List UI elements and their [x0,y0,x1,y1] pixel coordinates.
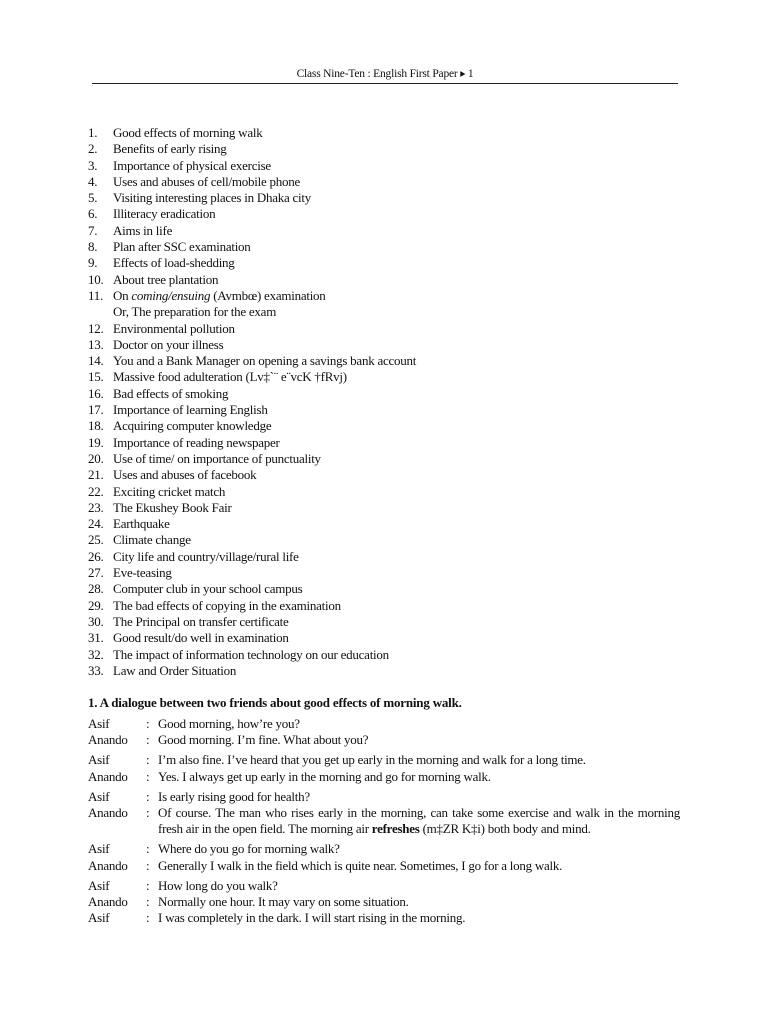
topic-text: Benefits of early rising [113,141,227,157]
topic-text: About tree plantation [113,271,219,287]
topic-number: 24. [88,516,104,532]
speaker-colon: : [146,716,150,731]
topic-number: 31. [88,630,104,646]
topic-number: 11. [88,287,104,303]
dialogue-line [88,805,680,837]
topic-item [88,467,688,483]
speaker-colon: : [146,894,150,910]
topic-text-pre: On [113,287,132,303]
dialogue-line [88,752,680,768]
speaker-colon: : [146,732,150,748]
topic-item [88,402,688,418]
dialogue-line [88,789,680,805]
speech-text: Yes. I always get up early in the morning and go for morning walk. [158,768,491,784]
topic-item [88,125,688,141]
topic-text: The impact of information technology on our education [113,646,389,662]
topic-item [88,158,688,174]
topic-text: The Ekushey Book Fair [113,499,232,515]
speech-text: I was completely in the dark. I will start rising in the morning. [158,910,466,926]
topic-item [88,369,688,385]
dialogue-line [88,858,680,874]
topic-number: 10. [88,271,104,287]
speaker-name: Asif [88,841,110,857]
topic-text: The bad effects of copying in the examination [113,597,341,613]
speaker-colon: : [146,752,150,768]
topic-item [88,565,688,581]
speech-text: I’m also fine. I’ve heard that you get up early in the morning and walk for a long time. [158,752,586,768]
topic-item [88,141,688,157]
topic-text: Importance of physical exercise [113,157,271,173]
topic-item [88,206,688,222]
speaker-colon: : [146,857,150,873]
topic-item [88,500,688,516]
speaker-colon: : [146,910,150,926]
dialogue-line [88,878,680,894]
speech-text: Normally one hour. It may vary on some situation. [158,894,409,910]
topic-number: 30. [88,613,104,629]
topic-item [88,288,688,304]
page-header: Class Nine-Ten : English First Paper ▸ 1 [296,68,474,80]
topic-text: Or, The preparation for the exam [113,304,277,320]
topic-text [113,288,326,304]
speech-text: Where do you go for morning walk? [158,841,340,857]
speaker-colon: : [146,841,150,857]
topic-text: Visiting interesting places in Dhaka city [113,190,312,206]
speech-text: How long do you walk? [158,877,278,893]
topic-text-post: (Avmbœ) examination [210,287,326,303]
topic-item [88,272,688,288]
topic-item [88,484,688,500]
topic-text: Plan after SSC examination [113,239,251,255]
topic-item [88,239,688,255]
topic-number: 26. [88,548,104,564]
topic-number: 28. [88,581,104,597]
speech-keyword: refreshes [371,821,420,837]
speech-text: Is early rising good for health? [158,788,310,804]
topic-item [88,337,688,353]
topic-number: 8. [88,239,98,255]
speaker-name: Asif [88,788,110,804]
topic-text: Use of time/ on importance of punctuality [113,450,321,466]
dialogue-line [88,841,680,857]
topic-number: 1. [88,125,98,140]
topic-item [88,321,688,337]
dialogue [88,716,680,926]
speaker-name: Anando [88,894,128,910]
topic-text: City life and country/village/rural life [113,548,299,564]
topic-item [88,353,688,369]
topic-number: 19. [88,434,104,450]
topic-item [88,255,688,271]
topic-text: Importance of learning English [113,402,268,418]
dialogue-line [88,732,680,748]
topic-text: Bad effects of smoking [113,385,229,401]
speech-text: Good morning, how’re you? [158,716,300,731]
speaker-name: Anando [88,857,128,873]
topic-text: Exciting cricket match [113,483,226,499]
topic-text-italic: coming/ensuing [131,287,211,303]
topic-text: Uses and abuses of facebook [113,467,257,483]
speaker-name: Anando [88,768,128,784]
topic-text: Good effects of morning walk [113,125,263,140]
speaker-name: Anando [88,732,128,748]
speaker-colon: : [146,768,150,784]
speech-text: Generally I walk in the field which is quite near. Sometimes, I go for a long walk. [158,857,563,873]
dialogue-line [88,716,680,732]
speech-post: (m‡ZR K‡i) both body and mind. [419,821,591,837]
topic-item [88,174,688,190]
topic-number: 20. [88,450,104,466]
speaker-colon: : [146,877,150,893]
topic-text: Eve-teasing [113,565,172,581]
topic-item [88,647,688,663]
topic-number: 23. [88,499,104,515]
topic-number: 12. [88,320,104,336]
speaker-colon: : [146,805,150,821]
speaker-name: Asif [88,752,110,768]
speaker-name: Asif [88,877,110,893]
topic-item [88,630,688,646]
topic-number [88,304,113,320]
topic-item [88,581,688,597]
topic-item [88,418,688,434]
topic-item [88,598,688,614]
topic-text: Acquiring computer knowledge [113,418,272,434]
topic-text: Earthquake [113,516,170,532]
topic-number: 2. [88,141,98,157]
topic-text: Aims in life [113,222,173,238]
speaker-name: Anando [88,805,128,821]
topic-number: 15. [88,369,104,385]
topic-number: 6. [88,206,98,222]
dialogue-line [88,769,680,785]
topic-text: Uses and abuses of cell/mobile phone [113,173,301,189]
topic-text: Computer club in your school campus [113,581,303,597]
speaker-name: Asif [88,910,110,926]
topic-text: Climate change [113,532,191,548]
topic-number: 21. [88,467,104,483]
topic-number: 17. [88,402,104,418]
dialogue-title: 1. A dialogue between two friends about good effects of morning walk. [88,695,462,710]
topic-text: Massive food adulteration (Lv‡`¨ e¨vcK †fRvj) [113,369,347,385]
topic-item [88,190,688,206]
topic-text: Illiteracy eradication [113,206,216,222]
topic-item [88,304,688,320]
dialogue-line [88,894,680,910]
dialogue-line [88,910,680,926]
topic-text: Importance of reading newspaper [113,434,280,450]
topic-number: 32. [88,646,104,662]
topic-text: Good result/do well in examination [113,630,289,646]
topic-number: 18. [88,418,104,434]
topic-item [88,614,688,630]
topic-text: The Principal on transfer certificate [113,613,289,629]
topic-item [88,223,688,239]
topic-item [88,435,688,451]
topic-number: 25. [88,532,104,548]
topic-item [88,386,688,402]
speech-pre: Of course. The man who rises early in the morning, can take some exercise and walk in the morning fresh air in the open field. The morning air [158,805,680,837]
header-rule [92,83,678,84]
topic-text: Doctor on your illness [113,336,224,352]
topic-number: 16. [88,385,104,401]
topic-number: 33. [88,662,104,678]
topic-text: Environmental pollution [113,320,235,336]
speech-text: Good morning. I’m fine. What about you? [158,732,369,748]
topic-number: 9. [88,255,98,271]
topic-item [88,532,688,548]
topic-number: 13. [88,336,104,352]
speaker-colon: : [146,788,150,804]
topic-text: You and a Bank Manager on opening a savings bank account [113,353,417,369]
topic-item [88,663,688,679]
topic-number: 22. [88,483,104,499]
topic-text: Effects of load-shedding [113,255,235,271]
topic-number: 14. [88,353,104,369]
topic-item [88,451,688,467]
topic-list [88,125,688,679]
speaker-name: Asif [88,716,110,731]
topic-item [88,549,688,565]
topic-text: Law and Order Situation [113,662,237,678]
topic-number: 7. [88,222,98,238]
topic-number: 27. [88,565,104,581]
topic-item [88,516,688,532]
topic-number: 4. [88,173,98,189]
topic-number: 3. [88,157,98,173]
topic-number: 29. [88,597,104,613]
speech-text [158,805,680,837]
topic-number: 5. [88,190,98,206]
